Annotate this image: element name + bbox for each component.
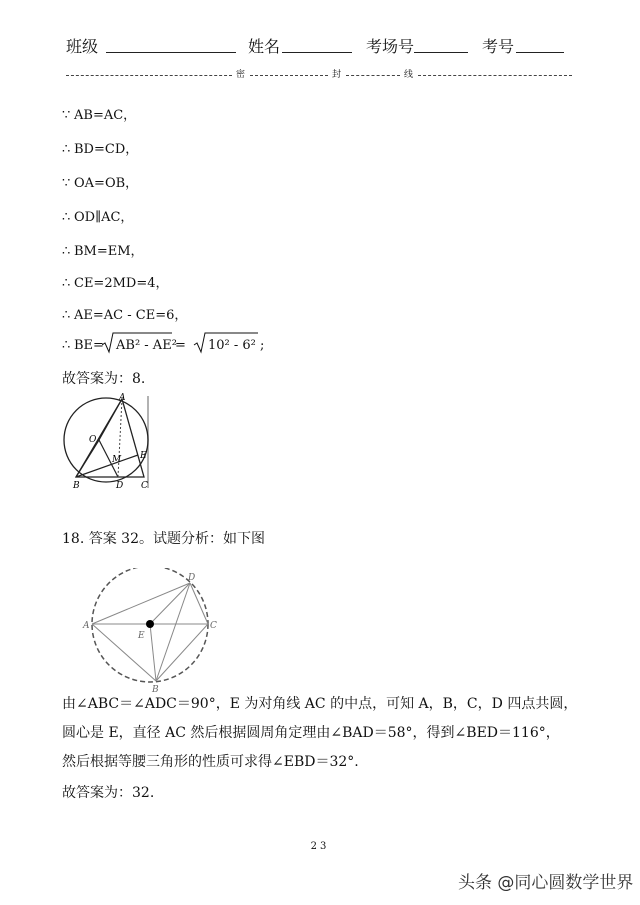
segment-eb — [150, 624, 156, 681]
room-blank — [414, 52, 468, 53]
step-text: OA=OB， — [74, 176, 139, 191]
q18-line3: 然后根据等腰三角形的性质可求得∠EBD＝32°. — [62, 754, 359, 770]
therefore-symbol: ∴ — [62, 210, 71, 225]
therefore-symbol: ∴ — [62, 142, 71, 157]
therefore-symbol: ∴ — [62, 276, 71, 291]
label-a: A — [83, 621, 90, 631]
exam-header — [60, 34, 580, 56]
label-c: C — [210, 621, 217, 631]
segment-oa — [99, 399, 122, 440]
step-text: CE=2MD=4， — [74, 276, 169, 291]
step-text: BM=EM， — [74, 244, 144, 259]
figure-cyclic-quadrilateral — [82, 568, 222, 692]
proof-step — [62, 304, 187, 323]
step-text: AE=AC - CE=6， — [74, 308, 188, 323]
segment-ab — [92, 624, 156, 681]
name-blank — [282, 52, 352, 53]
label-d: D — [116, 481, 124, 491]
segment-ob — [76, 440, 99, 477]
therefore-symbol: ∴ — [62, 308, 71, 323]
answer-18: 故答案为：32. — [62, 785, 155, 801]
label-d: D — [188, 573, 196, 583]
room-label: 考场号 — [366, 37, 415, 56]
label-b: B — [152, 685, 159, 692]
proof-step — [62, 240, 144, 259]
step-text: AB=AC， — [74, 108, 137, 123]
label-a: A — [119, 393, 126, 403]
answer-17: 故答案为：8. — [62, 371, 146, 387]
figure-circle-triangle — [56, 392, 156, 492]
equals-sign: = — [175, 338, 186, 353]
watermark: 头条 @同心圆数学世界 — [458, 873, 634, 893]
label-e: E — [140, 451, 147, 461]
page-number: 23 — [310, 841, 330, 852]
q18-heading: 18. 答案 32。试题分析：如下图 — [62, 531, 265, 547]
circle — [64, 398, 148, 482]
segment-ad — [92, 583, 190, 624]
step-text: OD∥AC， — [74, 210, 134, 225]
q18-line2: 圆心是 E，直径 AC 然后根据圆周角定理由∠BAD＝58°，得到∠BED＝116°， — [62, 725, 560, 741]
seal-line — [66, 68, 572, 82]
label-c: C — [141, 481, 148, 491]
class-blank — [106, 52, 236, 53]
seal-dash — [346, 75, 400, 76]
seal-dash — [250, 75, 328, 76]
because-symbol: ∵ — [62, 108, 71, 123]
proof-step — [62, 172, 138, 191]
segment-bd — [156, 583, 190, 681]
therefore-symbol: ∴ — [62, 244, 71, 259]
label-e: E — [138, 631, 145, 641]
seal-dash — [418, 75, 572, 76]
radicand-2: 10² - 6² — [208, 338, 256, 353]
proof-step — [62, 104, 136, 123]
seal-dash — [66, 75, 232, 76]
center-point — [146, 620, 154, 628]
proof-step — [62, 206, 133, 225]
therefore-symbol: ∴ — [62, 338, 71, 353]
radicand-1: AB² - AE² — [116, 338, 177, 353]
proof-step — [62, 138, 138, 157]
segment-ed — [150, 583, 190, 624]
segment-be — [76, 455, 138, 477]
class-label: 班级 — [66, 37, 99, 56]
label-b: B — [73, 481, 80, 491]
name-label: 姓名 — [248, 37, 281, 56]
number-blank — [516, 52, 564, 53]
seal-char-feng: 封 — [332, 70, 342, 80]
number-label: 考号 — [482, 37, 515, 56]
seal-char-xian: 线 — [404, 70, 414, 80]
proof-step — [62, 272, 169, 291]
semicolon: ; — [260, 338, 265, 353]
segment-dc — [190, 583, 208, 624]
q18-line1: 由∠ABC＝∠ADC＝90°，E 为对角线 AC 的中点，可知 A，B，C，D 四点共圆， — [62, 696, 578, 712]
label-m: M — [112, 455, 122, 465]
step-text: BD=CD， — [74, 142, 139, 157]
label-o: O — [89, 435, 97, 445]
because-symbol: ∵ — [62, 176, 71, 191]
formula-prefix: BE= — [74, 338, 104, 353]
segment-ad-dashed — [118, 399, 122, 477]
seal-char-mi: 密 — [236, 70, 246, 80]
